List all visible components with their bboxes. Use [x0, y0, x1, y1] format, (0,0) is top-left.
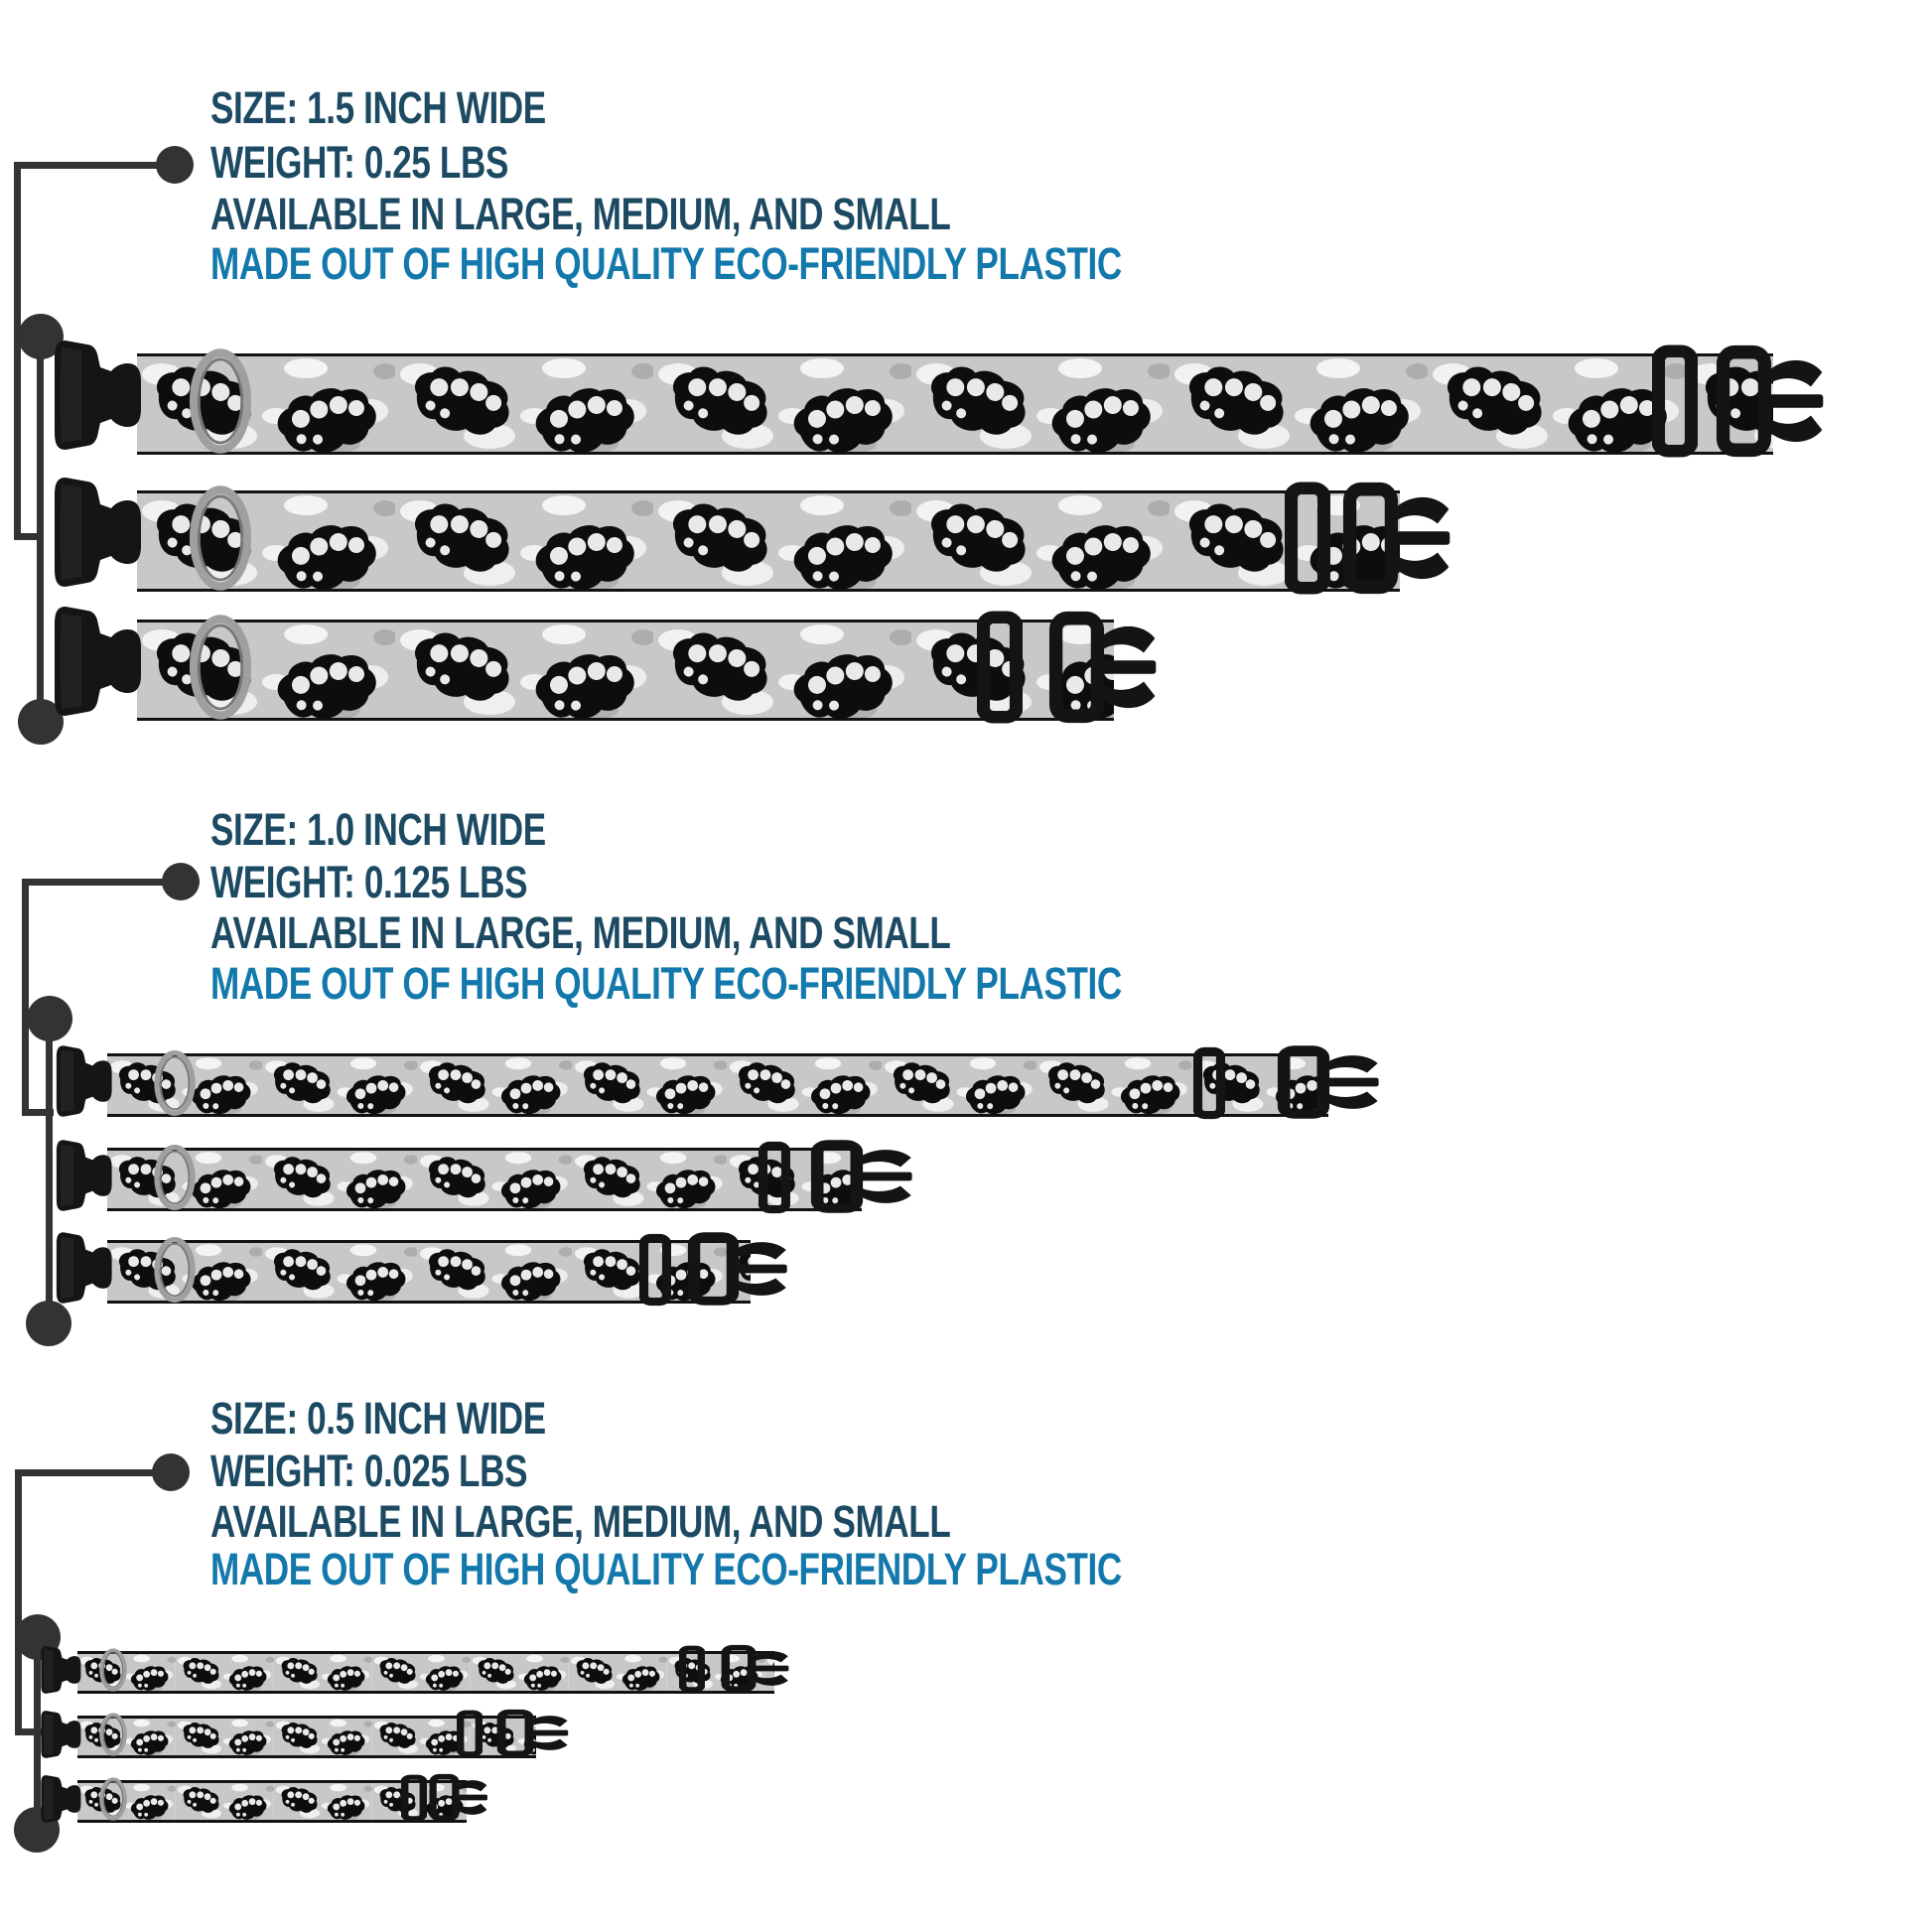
tri-glide-slider-icon [759, 1141, 790, 1214]
d-ring-icon [151, 1235, 199, 1305]
spec-size-label: SIZE: 1.5 INCH WIDE [210, 82, 546, 133]
side-release-buckle-icon [52, 473, 151, 592]
tri-glide-slider-icon [1285, 481, 1330, 596]
side-release-buckle-icon [40, 1644, 85, 1696]
d-ring-icon [97, 1776, 129, 1822]
spec-availability-label: AVAILABLE IN LARGE, MEDIUM, AND SMALL [210, 189, 951, 239]
side-release-buckle-icon [52, 336, 151, 455]
connector-line [22, 879, 29, 1116]
clasp-icon [1716, 344, 1829, 459]
side-release-buckle-icon [55, 1042, 118, 1120]
side-release-buckle-icon [40, 1709, 85, 1760]
clasp-icon [1277, 1044, 1384, 1120]
connector-line [15, 1469, 159, 1476]
spec-size-label: SIZE: 1.0 INCH WIDE [210, 804, 546, 855]
tri-glide-slider-icon [639, 1233, 671, 1307]
tri-glide-slider-icon [1652, 344, 1698, 459]
d-ring-icon [185, 612, 256, 723]
connector-line [15, 1469, 22, 1735]
clasp-icon [687, 1231, 792, 1307]
collar-band [137, 353, 1773, 455]
d-ring-icon [151, 1143, 199, 1212]
clasp-icon [721, 1644, 792, 1693]
spec-availability-label: AVAILABLE IN LARGE, MEDIUM, AND SMALL [210, 1496, 951, 1547]
spec-material-label: MADE OUT OF HIGH QUALITY ECO-FRIENDLY PLASTIC [210, 238, 1122, 289]
side-release-buckle-icon [55, 1229, 118, 1307]
connector-line [14, 162, 21, 540]
spec-weight-label: WEIGHT: 0.025 LBS [210, 1446, 528, 1496]
connector-line [22, 879, 169, 886]
spec-weight-label: WEIGHT: 0.125 LBS [210, 857, 528, 907]
spec-material-label: MADE OUT OF HIGH QUALITY ECO-FRIENDLY PLASTIC [210, 958, 1122, 1009]
collar-band [107, 1053, 1328, 1117]
collar-band [137, 490, 1400, 592]
d-ring-icon [185, 345, 256, 457]
collar-band [107, 1148, 862, 1211]
clasp-icon [496, 1709, 572, 1757]
d-ring-icon [97, 1712, 129, 1757]
tri-glide-slider-icon [679, 1645, 705, 1693]
connector-line [46, 1017, 53, 1326]
collar-band [77, 1651, 774, 1694]
tri-glide-slider-icon [1193, 1046, 1225, 1120]
tri-glide-slider-icon [401, 1774, 427, 1822]
clasp-icon [1048, 610, 1162, 725]
d-ring-icon [185, 483, 256, 594]
spec-weight-label: WEIGHT: 0.25 LBS [210, 137, 508, 188]
spec-material-label: MADE OUT OF HIGH QUALITY ECO-FRIENDLY PLASTIC [210, 1544, 1122, 1594]
collar-band [137, 620, 1114, 721]
connector-line [37, 335, 44, 724]
side-release-buckle-icon [40, 1773, 85, 1825]
tri-glide-slider-icon [977, 610, 1023, 725]
tri-glide-slider-icon [457, 1710, 483, 1757]
clasp-icon [429, 1773, 490, 1822]
side-release-buckle-icon [52, 602, 151, 721]
spec-size-label: SIZE: 0.5 INCH WIDE [210, 1393, 546, 1444]
clasp-icon [1342, 481, 1455, 596]
side-release-buckle-icon [55, 1137, 118, 1214]
clasp-icon [810, 1139, 917, 1214]
spec-availability-label: AVAILABLE IN LARGE, MEDIUM, AND SMALL [210, 907, 951, 958]
connector-dot [26, 1301, 71, 1346]
connector-dot [27, 996, 72, 1041]
d-ring-icon [97, 1647, 129, 1693]
d-ring-icon [151, 1048, 199, 1118]
connector-line [14, 162, 163, 169]
